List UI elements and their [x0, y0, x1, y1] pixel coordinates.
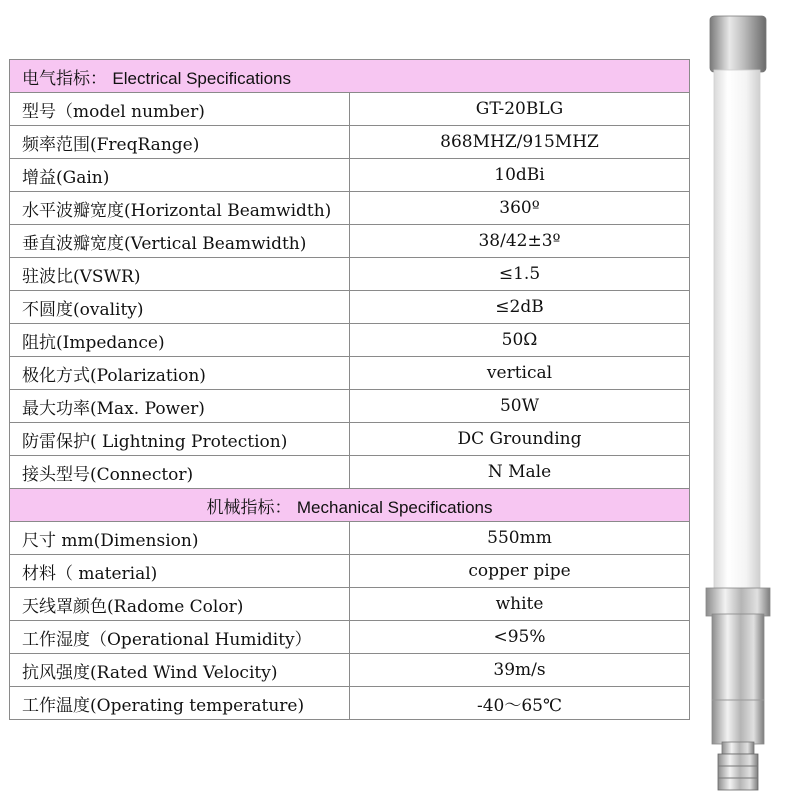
electrical-label-en: (Gain)	[56, 167, 110, 188]
mechanical-label-cell	[10, 588, 350, 621]
mechanical-label-en: (Radome Color)	[107, 596, 244, 617]
electrical-label-en: (VSWR)	[73, 266, 141, 287]
antenna-base-sleeve	[706, 588, 770, 616]
mechanical-row	[10, 522, 690, 555]
mechanical-label-cell	[10, 654, 350, 687]
electrical-value: ≤1.5	[350, 258, 690, 291]
electrical-label-en: （model number)	[56, 101, 205, 122]
electrical-label-cell	[10, 126, 350, 159]
electrical-label-cell	[10, 192, 350, 225]
electrical-label-cell	[10, 324, 350, 357]
electrical-label-cn: 水平波瓣宽度	[22, 200, 124, 221]
electrical-value: DC Grounding	[350, 423, 690, 456]
mechanical-row	[10, 654, 690, 687]
mechanical-label-en: (Operating temperature)	[90, 695, 305, 716]
spec-table	[9, 59, 690, 720]
electrical-label-cell	[10, 159, 350, 192]
electrical-row	[10, 126, 690, 159]
electrical-row	[10, 159, 690, 192]
electrical-label-cn: 垂直波瓣宽度	[22, 233, 124, 254]
electrical-row	[10, 324, 690, 357]
mechanical-row	[10, 687, 690, 720]
mechanical-label-cn: 材料	[22, 563, 56, 584]
electrical-row	[10, 192, 690, 225]
electrical-header-cell	[10, 60, 690, 93]
mechanical-label-cn: 尺寸 mm	[22, 530, 94, 551]
mechanical-value: <95%	[350, 621, 690, 654]
mechanical-label-en: （Operational Humidity）	[90, 629, 312, 650]
electrical-label-cell	[10, 291, 350, 324]
electrical-label-en: (Horizontal Beamwidth)	[124, 200, 332, 221]
mechanical-header-cn: 机械指标：	[206, 497, 292, 518]
mechanical-value: 550mm	[350, 522, 690, 555]
electrical-value: N Male	[350, 456, 690, 489]
mechanical-value: copper pipe	[350, 555, 690, 588]
electrical-label-cell	[10, 225, 350, 258]
electrical-value: 38/42±3º	[350, 225, 690, 258]
electrical-label-en: (Connector)	[90, 464, 194, 485]
electrical-label-cell	[10, 423, 350, 456]
electrical-value: 10dBi	[350, 159, 690, 192]
electrical-label-cell	[10, 93, 350, 126]
mechanical-label-cn: 工作湿度	[22, 629, 90, 650]
mechanical-label-en: （ material)	[56, 563, 158, 584]
electrical-row	[10, 225, 690, 258]
mechanical-row	[10, 555, 690, 588]
mechanical-label-cn: 抗风强度	[22, 662, 90, 683]
antenna-photo	[700, 10, 780, 795]
electrical-value: ≤2dB	[350, 291, 690, 324]
mechanical-label-cell	[10, 621, 350, 654]
electrical-label-cn: 型号	[22, 101, 56, 122]
electrical-label-cn: 不圆度	[22, 299, 73, 320]
electrical-row	[10, 291, 690, 324]
electrical-label-en: (Vertical Beamwidth)	[124, 233, 307, 254]
electrical-label-cell	[10, 357, 350, 390]
electrical-label-cell	[10, 258, 350, 291]
mechanical-value: white	[350, 588, 690, 621]
mechanical-header-en: Mechanical Specifications	[296, 497, 493, 517]
electrical-value: vertical	[350, 357, 690, 390]
electrical-header-row	[10, 60, 690, 93]
mechanical-label-cell	[10, 555, 350, 588]
mechanical-label-cell	[10, 687, 350, 720]
electrical-label-cn: 增益	[22, 167, 56, 188]
electrical-label-cn: 接头型号	[22, 464, 90, 485]
electrical-value: 360º	[350, 192, 690, 225]
electrical-label-en: (FreqRange)	[90, 134, 200, 155]
mechanical-label-cell	[10, 522, 350, 555]
mechanical-value: -40～65℃	[350, 687, 690, 720]
electrical-row	[10, 93, 690, 126]
electrical-label-cn: 防雷保护	[22, 431, 90, 452]
electrical-header-cn: 电气指标：	[22, 68, 107, 89]
electrical-label-cell	[10, 456, 350, 489]
electrical-label-en: (Polarization)	[90, 365, 206, 386]
electrical-label-cell	[10, 390, 350, 423]
electrical-row	[10, 357, 690, 390]
electrical-label-cn: 极化方式	[22, 365, 90, 386]
electrical-row	[10, 390, 690, 423]
mechanical-row	[10, 588, 690, 621]
mechanical-label-cn: 天线罩颜色	[22, 596, 107, 617]
mechanical-label-en: (Rated Wind Velocity)	[90, 662, 278, 683]
electrical-label-cn: 驻波比	[22, 266, 73, 287]
electrical-row	[10, 258, 690, 291]
mechanical-value: 39m/s	[350, 654, 690, 687]
mechanical-label-en: (Dimension)	[93, 530, 199, 551]
antenna-top-cap	[710, 16, 766, 72]
electrical-label-cn: 阻抗	[22, 332, 56, 353]
antenna-radome	[714, 70, 760, 590]
electrical-label-en: ( Lightning Protection)	[90, 431, 288, 452]
electrical-row	[10, 456, 690, 489]
mechanical-header-cell	[10, 489, 690, 522]
electrical-value: 50Ω	[350, 324, 690, 357]
antenna-connector-nut	[718, 754, 758, 790]
electrical-label-cn: 频率范围	[22, 134, 90, 155]
electrical-label-cn: 最大功率	[22, 398, 90, 419]
electrical-header-en: Electrical Specifications	[112, 68, 291, 88]
electrical-label-en: (Impedance)	[56, 332, 165, 353]
mechanical-row	[10, 621, 690, 654]
mechanical-header-row	[10, 489, 690, 522]
electrical-value: GT-20BLG	[350, 93, 690, 126]
electrical-value: 868MHZ/915MHZ	[350, 126, 690, 159]
electrical-value: 50W	[350, 390, 690, 423]
antenna-base-body	[712, 614, 764, 744]
electrical-label-en: (ovality)	[73, 299, 144, 320]
antenna-connector-neck	[722, 742, 754, 754]
mechanical-label-cn: 工作温度	[22, 695, 90, 716]
electrical-row	[10, 423, 690, 456]
electrical-label-en: (Max. Power)	[90, 398, 205, 419]
